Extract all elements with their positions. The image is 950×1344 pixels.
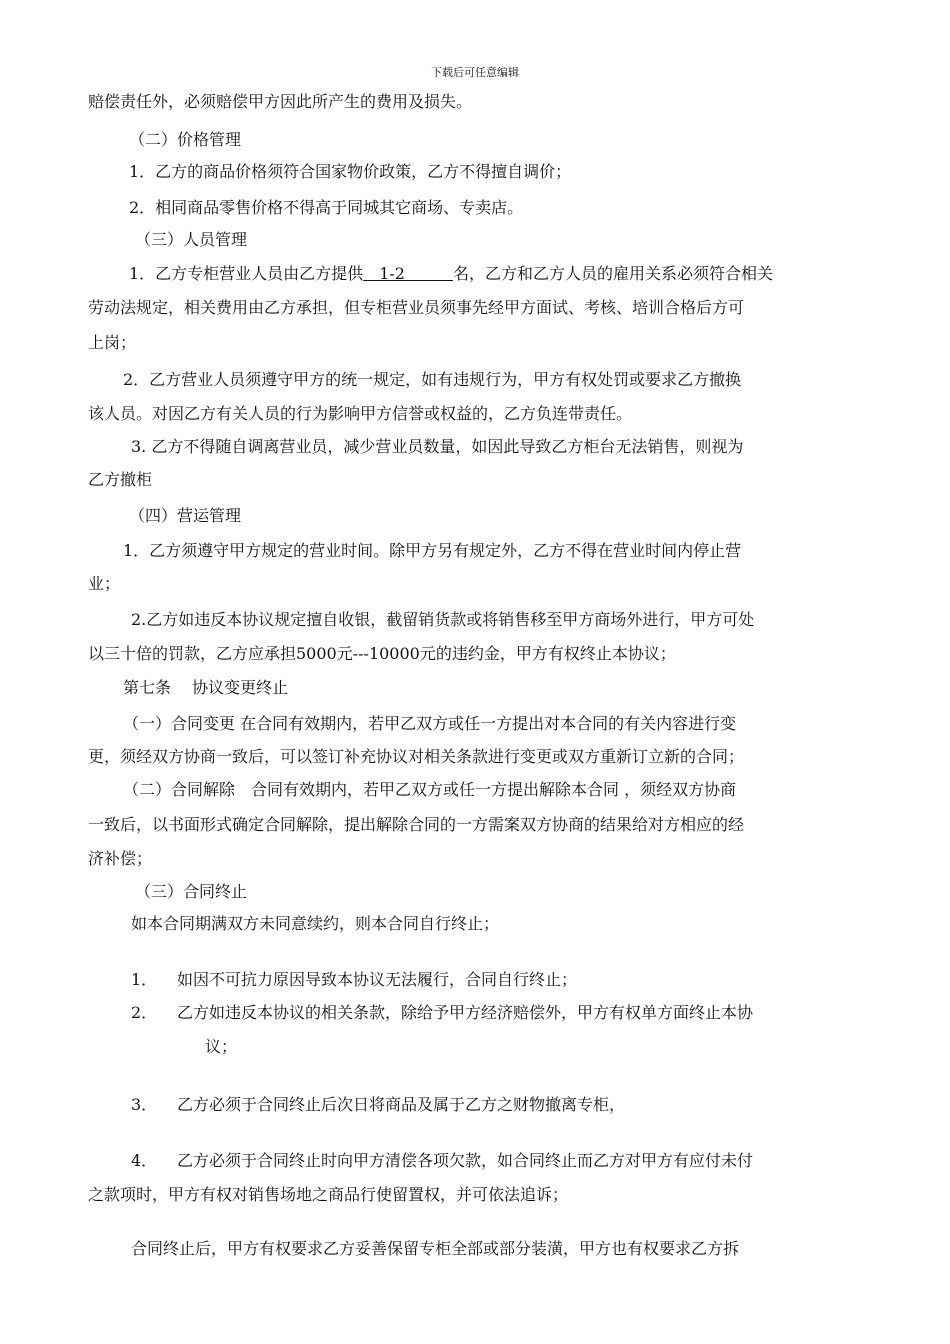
section-heading-personnel: （三）人员管理 [135,230,248,249]
paragraph-line: 上岗； [88,333,137,352]
paragraph-line: 一致后，以书面形式确定合同解除，提出解除合同的一方需案双方协商的结果给对方相应的经 [88,815,745,834]
page-header-note: 下载后可任意编辑 [431,66,519,79]
list-number: 3． [131,1095,158,1114]
paragraph-line: 合同终止后，甲方有权要求乙方妥善保留专柜全部或部分装潢，甲方也有权要求乙方拆 [131,1239,740,1258]
paragraph-line: 该人员。对因乙方有关人员的行为影响甲方信誉或权益的，乙方负连带责任。 [88,404,633,423]
paragraph-line: 业； [88,574,121,593]
staff-count-blank: 1-2 [363,264,453,283]
paragraph-line: 更，须经双方协商一致后，可以签订补充协议对相关条款进行变更或双方重新订立新的合同； [88,747,745,766]
paragraph-line: 1．乙方的商品价格须符合国家物价政策，乙方不得擅自调价； [129,162,572,181]
paragraph-line: 1．乙方须遵守甲方规定的营业时间。除甲方另有规定外，乙方不得在营业时间内停止营 [123,541,742,560]
paragraph-line: 3. 乙方不得随自调离营业员，减少营业员数量，如因此导致乙方柜台无法销售，则视为 [131,437,744,456]
paragraph-line: （二）合同解除 合同有效期内，若甲乙双方或任一方提出解除本合同 ，须经双方协商 [123,780,737,799]
list-number: 4． [131,1151,158,1170]
list-item-text: 如因不可抗力原因导致本协议无法履行，合同自行终止； [177,970,578,989]
paragraph-line: 乙方撤柜 [88,470,153,489]
paragraph-line: 2．相同商品零售价格不得高于同城其它商场、专卖店。 [129,198,524,217]
paragraph-line: 以三十倍的罚款，乙方应承担5000元---10000元的违约金，甲方有权终止本协议； [88,644,676,663]
section-heading-operations: （四）营运管理 [129,506,242,525]
paragraph-line: 赔偿责任外，必须赔偿甲方因此所产生的费用及损失。 [88,92,473,111]
article-heading: 第七条 协议变更终止 [123,678,289,697]
list-item-text: 乙方如违反本协议的相关条款，除给予甲方经济赔偿外，甲方有权单方面终止本协 [177,1003,754,1022]
section-heading-termination: （三）合同终止 [135,882,248,901]
paragraph-line: 劳动法规定，相关费用由乙方承担，但专柜营业员须事先经甲方面试、考核、培训合格后方可 [88,298,745,317]
list-number: 1． [131,970,158,989]
paragraph-line [129,263,773,285]
list-number: 2． [131,1003,158,1022]
list-item-text: 议； [205,1037,238,1056]
paragraph-line: 2．乙方营业人员须遵守甲方的统一规定，如有违规行为，甲方有权处罚或要求乙方撤换 [123,370,742,389]
paragraph-line: 济补偿； [88,849,153,868]
paragraph-line: （一）合同变更 在合同有效期内，若甲乙双方或任一方提出对本合同的有关内容进行变 [123,714,737,733]
staff-clause-prefix: 1．乙方专柜营业人员由乙方提供 [129,264,364,283]
section-heading-price: （二）价格管理 [129,130,242,149]
staff-clause-suffix: 名，乙方和乙方人员的雇用关系必须符合相关 [452,264,773,283]
paragraph-line: 如本合同期满双方未同意续约，则本合同自行终止； [131,914,500,933]
list-item-text: 乙方必须于合同终止时向甲方清偿各项欠款，如合同终止而乙方对甲方有应付未付 [177,1151,754,1170]
paragraph-line: 之款项时，甲方有权对销售场地之商品行使留置权，并可依法追诉； [88,1185,569,1204]
list-item-text: 乙方必须于合同终止后次日将商品及属于乙方之财物撤离专柜， [177,1095,626,1114]
paragraph-line: 2.乙方如违反本协议规定擅自收银，截留销货款或将销售移至甲方商场外进行，甲方可处 [131,610,755,629]
